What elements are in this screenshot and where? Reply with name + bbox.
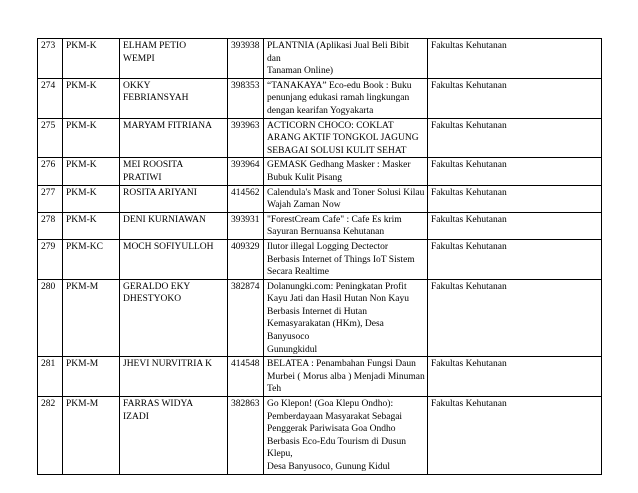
student-name-cell: MARYAM FITRIANA <box>120 118 228 158</box>
row-number-cell: 273 <box>38 39 63 79</box>
program-code-cell: PKM-M <box>63 357 120 397</box>
student-id-cell: 382874 <box>228 279 264 357</box>
row-number-cell: 278 <box>38 212 63 239</box>
faculty-cell: Fakultas Kehutanan <box>428 39 602 79</box>
row-number-cell: 282 <box>38 397 63 475</box>
proposal-title-cell: PLANTNIA (Aplikasi Jual Beli Bibit dan Tanaman Online) <box>264 39 428 79</box>
program-code-cell: PKM-K <box>63 78 120 118</box>
row-number-cell: 276 <box>38 158 63 185</box>
student-name-cell: DENI KURNIAWAN <box>120 212 228 239</box>
proposal-title-cell: "ForestCream Cafe" : Cafe Es krim Sayuran Bernuansa Kehutanan <box>264 212 428 239</box>
student-id-cell: 382863 <box>228 397 264 475</box>
student-name-cell: ROSITA ARIYANI <box>120 185 228 212</box>
faculty-cell: Fakultas Kehutanan <box>428 158 602 185</box>
faculty-cell: Fakultas Kehutanan <box>428 212 602 239</box>
program-code-cell: PKM-K <box>63 118 120 158</box>
proposal-title-cell: Go Klepon! (Goa Klepu Ondho): Pemberdayaan Masyarakat Sebagai Penggerak Pariwisata Goa Ondho Berbasis Eco-Edu Tourism di Dusun Klepu, Desa Banyusoco, Gunung Kidul <box>264 397 428 475</box>
faculty-cell: Fakultas Kehutanan <box>428 397 602 475</box>
row-number-cell: 275 <box>38 118 63 158</box>
faculty-cell: Fakultas Kehutanan <box>428 78 602 118</box>
proposal-title-cell: Dolanungki.com: Peningkatan Profit Kayu Jati dan Hasil Hutan Non Kayu Berbasis Internet di Hutan Kemasyarakatan (HKm), Desa Banyusoco Gunungkidul <box>264 279 428 357</box>
student-id-cell: 409329 <box>228 239 264 279</box>
student-name-cell: FARRAS WIDYA IZADI <box>120 397 228 475</box>
faculty-cell: Fakultas Kehutanan <box>428 118 602 158</box>
student-id-cell: 398353 <box>228 78 264 118</box>
table-row <box>38 158 602 185</box>
program-code-cell: PKM-K <box>63 185 120 212</box>
student-name-cell: MEI ROOSITA PRATIWI <box>120 158 228 185</box>
faculty-cell: Fakultas Kehutanan <box>428 357 602 397</box>
table-row <box>38 279 602 357</box>
faculty-cell: Fakultas Kehutanan <box>428 279 602 357</box>
program-code-cell: PKM-KC <box>63 239 120 279</box>
table-row <box>38 212 602 239</box>
row-number-cell: 274 <box>38 78 63 118</box>
proposal-title-cell: “TANAKAYA” Eco-edu Book : Buku penunjang edukasi ramah lingkungan dengan kearifan Yogyakarta <box>264 78 428 118</box>
faculty-cell: Fakultas Kehutanan <box>428 185 602 212</box>
table-row <box>38 78 602 118</box>
proposal-title-cell: GEMASK Gedhang Masker : Masker Bubuk Kulit Pisang <box>264 158 428 185</box>
proposal-title-cell: Calendula's Mask and Toner Solusi Kilau Wajah Zaman Now <box>264 185 428 212</box>
student-name-cell: OKKY FEBRIANSYAH <box>120 78 228 118</box>
student-id-cell: 414548 <box>228 357 264 397</box>
student-id-cell: 393931 <box>228 212 264 239</box>
program-code-cell: PKM-M <box>63 279 120 357</box>
student-name-cell: JHEVI NURVITRIA K <box>120 357 228 397</box>
student-id-cell: 393963 <box>228 118 264 158</box>
student-name-cell: GERALDO EKY DHESTYOKO <box>120 279 228 357</box>
data-table <box>37 38 602 475</box>
row-number-cell: 281 <box>38 357 63 397</box>
student-id-cell: 393964 <box>228 158 264 185</box>
table-row <box>38 118 602 158</box>
table-body <box>38 39 602 475</box>
program-code-cell: PKM-K <box>63 39 120 79</box>
proposal-title-cell: Ilutor illegal Logging Dectector Berbasis Internet of Things IoT Sistem Secara Realtime <box>264 239 428 279</box>
program-code-cell: PKM-M <box>63 397 120 475</box>
student-name-cell: ELHAM PETIO WEMPI <box>120 39 228 79</box>
table-row <box>38 185 602 212</box>
row-number-cell: 280 <box>38 279 63 357</box>
proposal-title-cell: BELATEA : Penambahan Fungsi Daun Murbei ( Morus alba ) Menjadi Minuman Teh <box>264 357 428 397</box>
faculty-cell: Fakultas Kehutanan <box>428 239 602 279</box>
program-code-cell: PKM-K <box>63 158 120 185</box>
table-row <box>38 357 602 397</box>
student-name-cell: MOCH SOFIYULLOH <box>120 239 228 279</box>
table-row <box>38 239 602 279</box>
table-row <box>38 39 602 79</box>
row-number-cell: 277 <box>38 185 63 212</box>
table-row <box>38 397 602 475</box>
row-number-cell: 279 <box>38 239 63 279</box>
program-code-cell: PKM-K <box>63 212 120 239</box>
proposal-title-cell: ACTICORN CHOCO: COKLAT ARANG AKTIF TONGKOL JAGUNG SEBAGAI SOLUSI KULIT SEHAT <box>264 118 428 158</box>
student-id-cell: 393938 <box>228 39 264 79</box>
student-id-cell: 414562 <box>228 185 264 212</box>
